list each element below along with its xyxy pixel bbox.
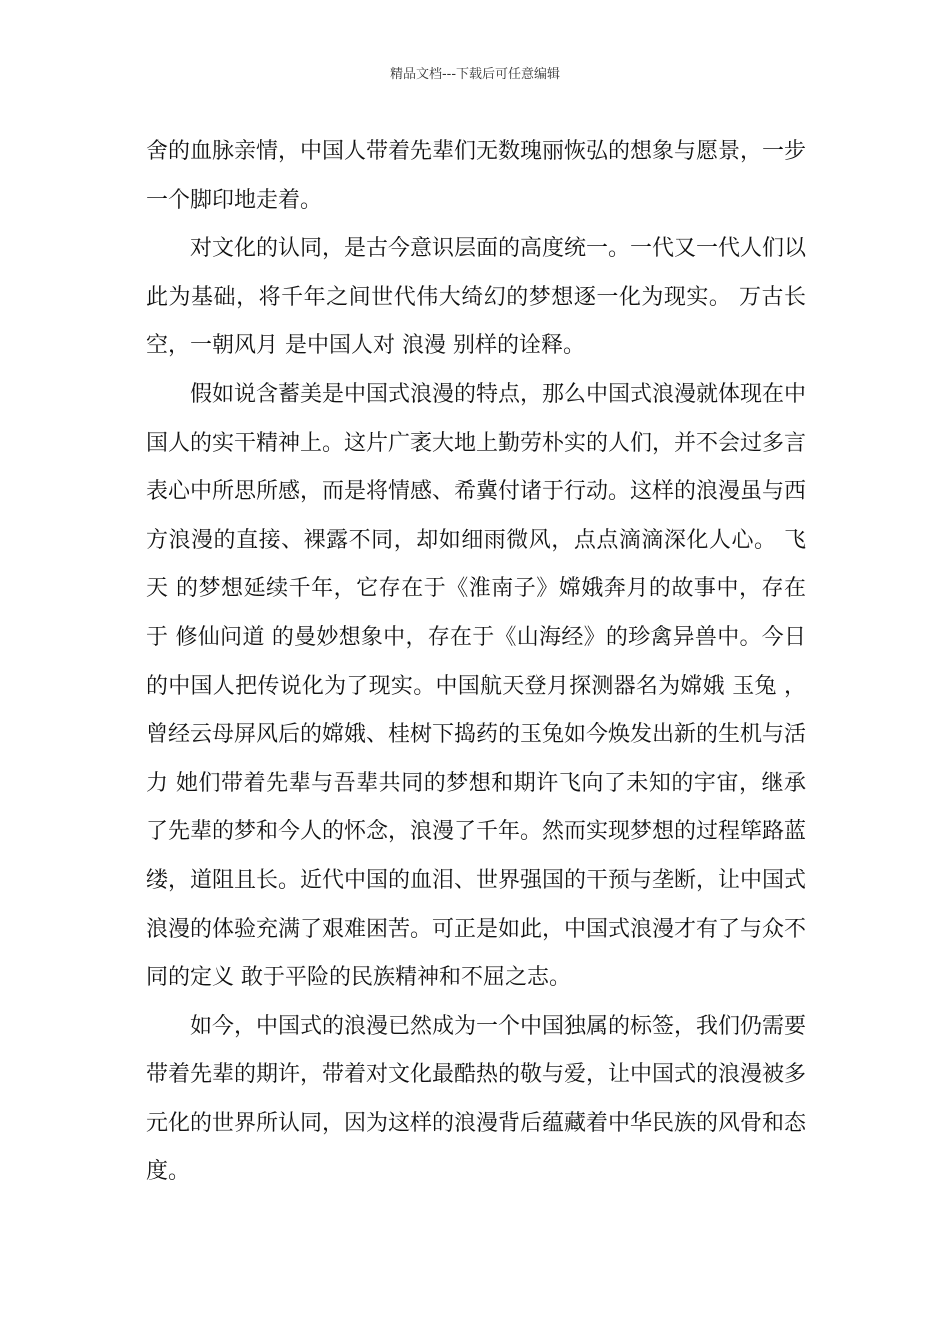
paragraph-4: 如今，中国式的浪漫已然成为一个中国独属的标签，我们仍需要带着先辈的期许，带着对文化最酷热的敬与爱，让中国式的浪漫被多元化的世界所认同，因为这样的浪漫背后蕴藏着中华民族的风骨和态度。 <box>146 1013 807 1185</box>
page-header: 精品文档---下载后可任意编辑 <box>389 67 561 82</box>
paragraph-2: 对文化的认同，是古今意识层面的高度统一。一代又一代人们以此为基础，将千年之间世代伟大绮幻的梦想逐一化为现实。 万古长空，一朝风月 是中国人对 浪漫 别样的诠释。 <box>146 236 807 359</box>
document-body <box>146 128 806 1197</box>
paragraph-1: 舍的血脉亲情，中国人带着先辈们无数瑰丽恢弘的想象与愿景，一步一个脚印地走着。 <box>146 139 807 213</box>
paragraph-3: 假如说含蓄美是中国式浪漫的特点，那么中国式浪漫就体现在中国人的实干精神上。这片广袤大地上勤劳朴实的人们，并不会过多言表心中所思所感，而是将情感、希冀付诸于行动。这样的浪漫虽与西方浪漫的直接、裸露不同，却如细雨微风，点点滴滴深化人心。 飞天 的梦想延续千年，它存在于《淮南子》嫦娥奔月的故事中，存在于 修仙问道 的曼妙想象中，存在于《山海经》的珍禽异兽中。今日的中国人把传说化为了现实。中国航天登月探测器名为嫦娥 玉兔 ，曾经云母屏风后的嫦娥、桂树下捣药的玉兔如今焕发出新的生机与活力 她们带着先辈与吾辈共同的梦想和期许飞向了未知的宇宙，继承了先辈的梦和今人的怀念，浪漫了千年。然而实现梦想的过程筚路蓝缕，道阻且长。近代中国的血泪、世界强国的干预与垄断，让中国式浪漫的体验充满了艰难困苦。可正是如此，中国式浪漫才有了与众不同的定义 敢于平险的民族精神和不屈之志。 <box>146 381 807 991</box>
